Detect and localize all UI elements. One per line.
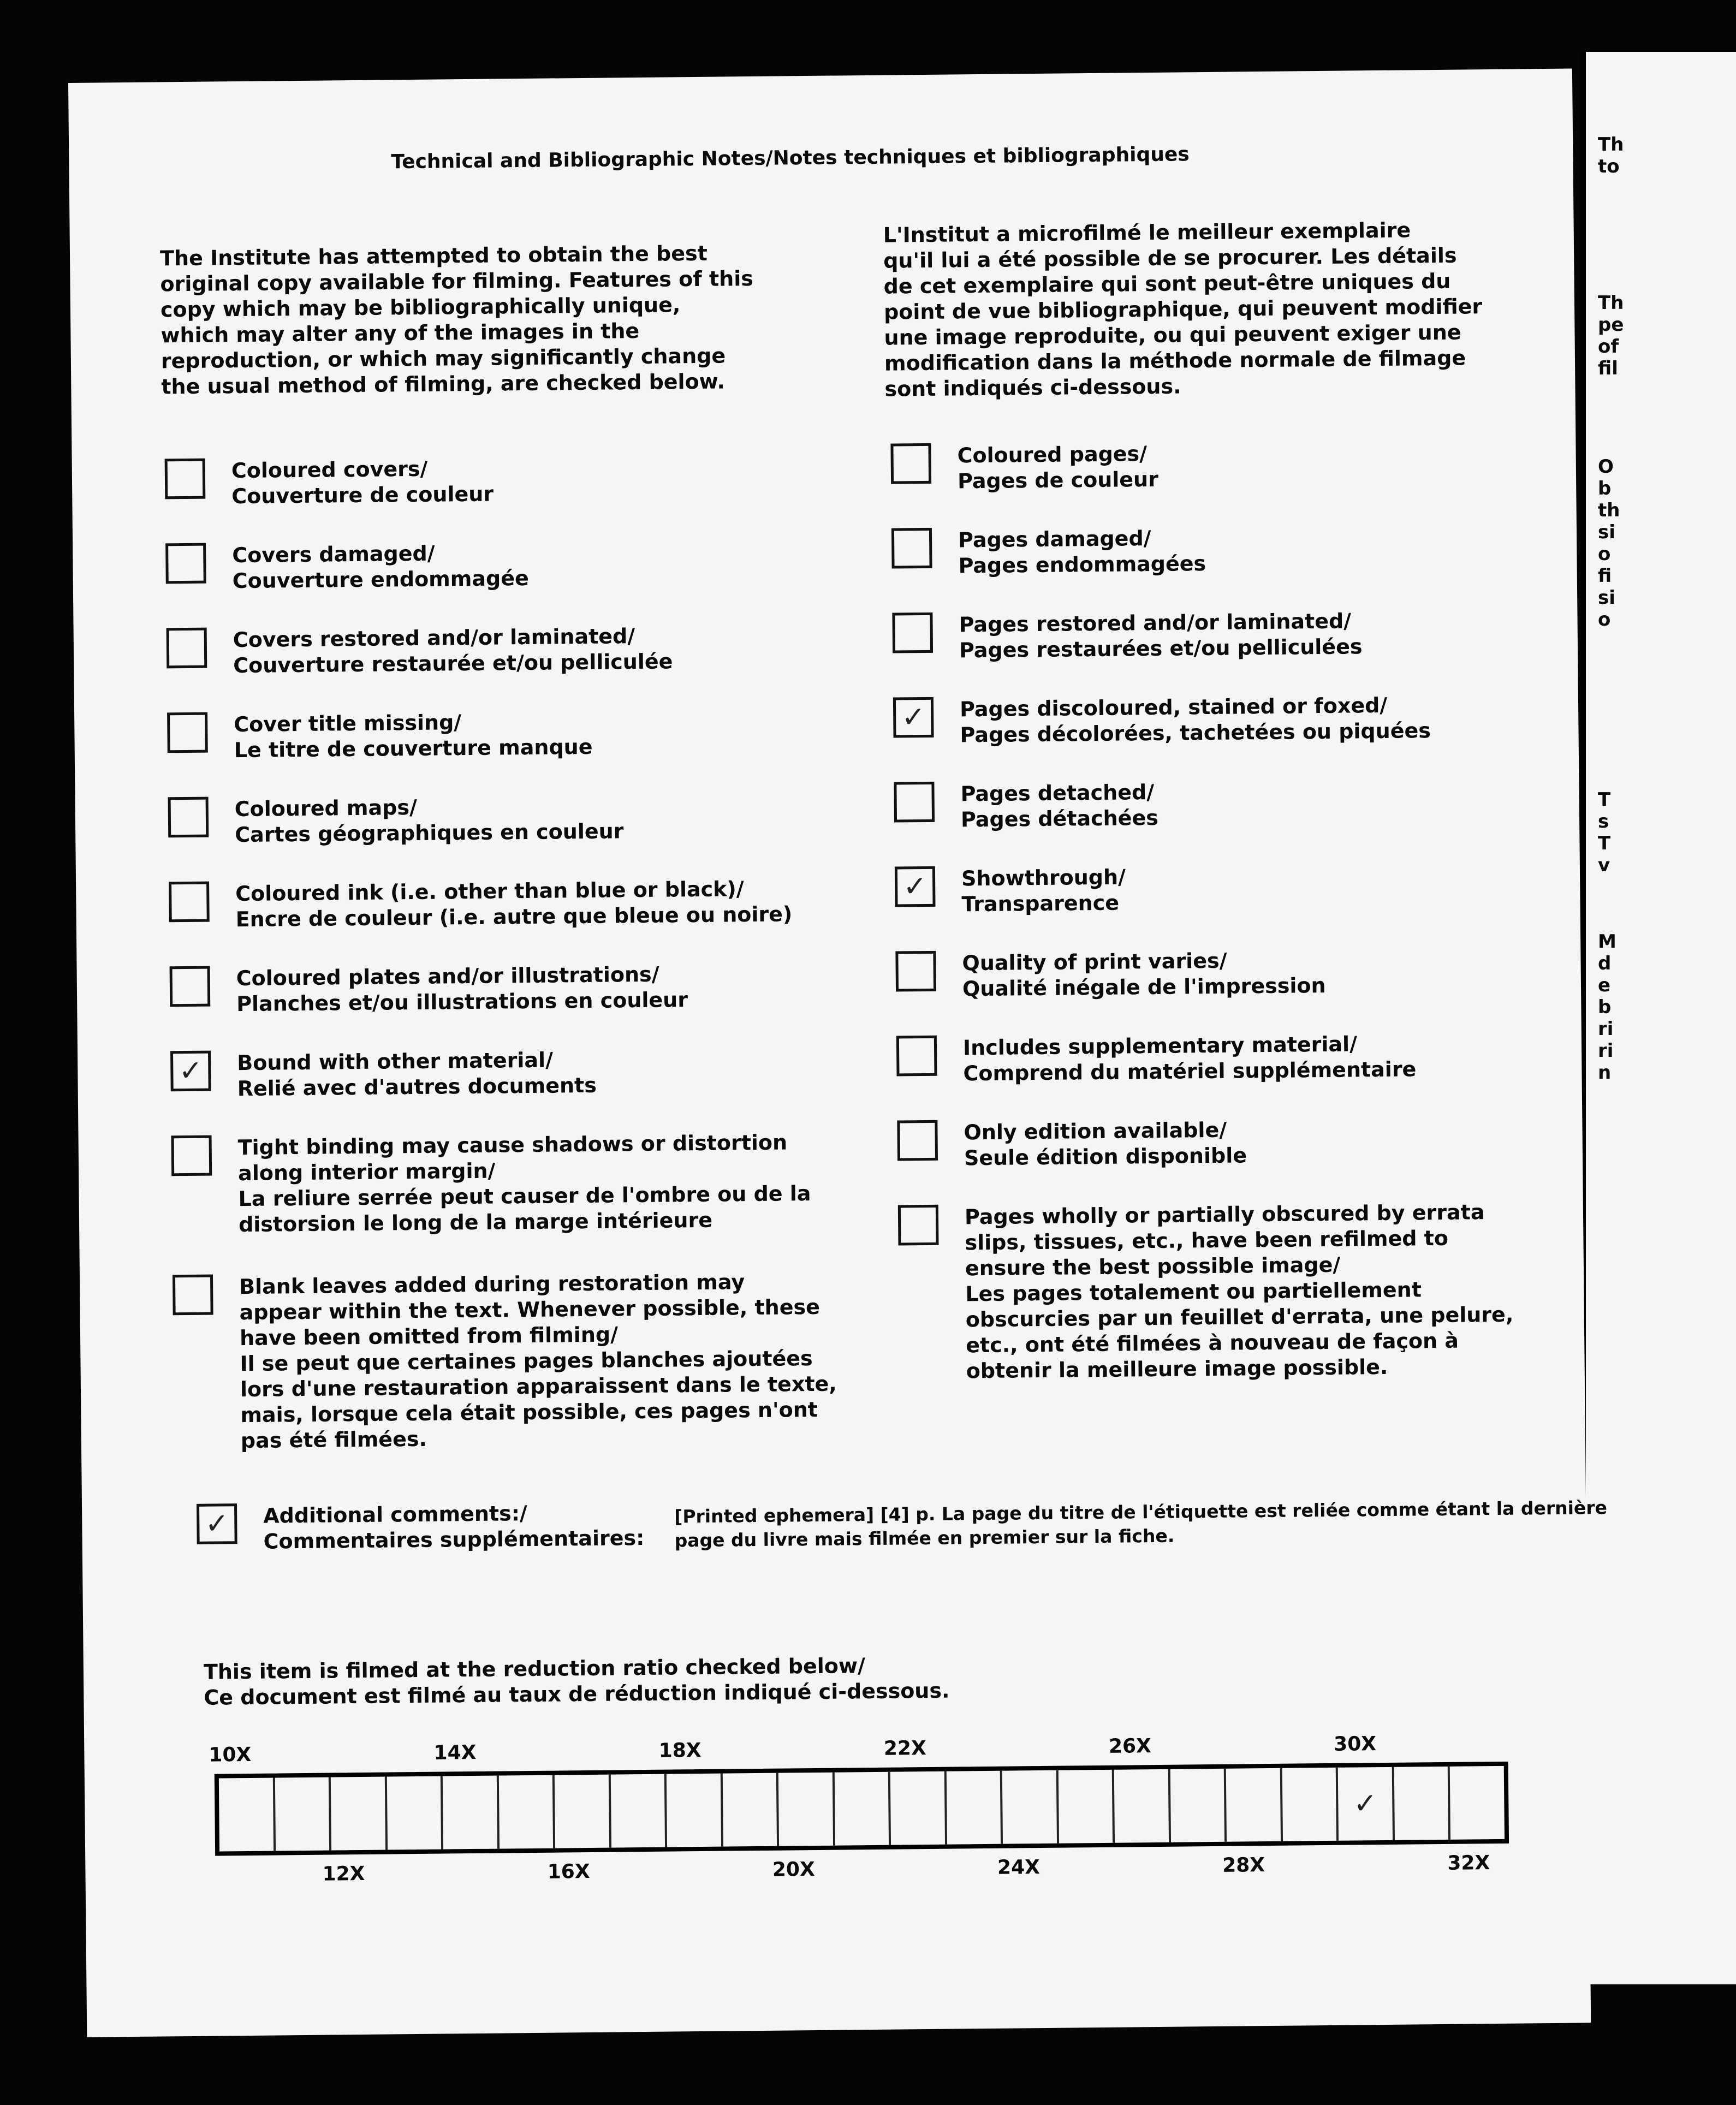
adjacent-page-fragment: O xyxy=(1598,456,1614,478)
right-checkbox[interactable] xyxy=(891,528,932,569)
reduction-cell[interactable] xyxy=(1114,1769,1171,1843)
right-item xyxy=(895,864,1126,918)
reduction-cell[interactable] xyxy=(1226,1768,1283,1842)
reduction-cell[interactable] xyxy=(275,1777,331,1851)
reduction-cell[interactable] xyxy=(946,1771,1003,1845)
adjacent-page-fragment: b xyxy=(1598,996,1612,1018)
adjacent-page-fragment: o xyxy=(1598,543,1611,565)
left-item xyxy=(171,1129,812,1238)
right-item xyxy=(891,525,1206,580)
adjacent-page-fragment: fi xyxy=(1598,565,1612,587)
right-item-label: obtenir la meilleure image possible. xyxy=(966,1354,1388,1383)
intro-french xyxy=(883,217,1483,402)
left-item-label: have been omitted from filming/ xyxy=(239,1322,619,1351)
right-item-label: Includes supplementary material/ xyxy=(962,1032,1358,1060)
left-item-label: Covers restored and/or laminated/ xyxy=(233,624,635,652)
reduction-statement xyxy=(204,1652,950,1711)
comments-note xyxy=(674,1496,1608,1553)
reduction-cell[interactable] xyxy=(778,1773,835,1846)
reduction-cell[interactable] xyxy=(498,1775,555,1849)
reduction-cell[interactable] xyxy=(834,1772,891,1846)
reduction-tick-label: 18X xyxy=(658,1739,701,1762)
adjacent-page-fragment: v xyxy=(1598,854,1610,876)
right-checkbox[interactable] xyxy=(890,443,931,484)
left-item-label: Tight binding may cause shadows or distortion xyxy=(237,1130,788,1160)
left-checkbox[interactable] xyxy=(165,459,206,500)
reduction-line: This item is filmed at the reduction ratio checked below/ xyxy=(203,1654,866,1684)
reduction-cell[interactable] xyxy=(667,1774,723,1847)
reduction-cell[interactable] xyxy=(1394,1767,1451,1840)
right-item xyxy=(897,1117,1247,1172)
adjacent-page-fragment: s xyxy=(1598,811,1609,833)
right-item-label: Pages restaurées et/ou pelliculées xyxy=(959,634,1363,663)
left-checkbox[interactable] xyxy=(169,882,210,923)
adjacent-page-fragment: Th xyxy=(1598,292,1624,314)
adjacent-page-fragment: d xyxy=(1598,953,1612,974)
reduction-cell[interactable] xyxy=(219,1778,276,1852)
left-item xyxy=(170,1047,597,1102)
left-item-label: Blank leaves added during restoration may xyxy=(239,1270,745,1299)
adjacent-page-fragment: Th xyxy=(1598,134,1624,156)
reduction-cell[interactable] xyxy=(1338,1767,1395,1841)
right-item-label: Les pages totalement ou partiellement xyxy=(965,1277,1422,1306)
left-item-label: lors d'une restauration apparaissent dans le texte, xyxy=(240,1371,837,1402)
left-item xyxy=(165,456,494,510)
left-checkbox[interactable] xyxy=(170,966,211,1007)
intro-line: une image reproduite, ou qui peuvent exiger une xyxy=(884,320,1461,350)
right-item-label: Pages wholly or partially obscured by errata xyxy=(964,1200,1485,1229)
left-item-label: Coloured maps/ xyxy=(234,795,418,822)
reduction-tick-label: 28X xyxy=(1222,1854,1265,1877)
reduction-cell[interactable] xyxy=(1058,1770,1115,1844)
left-item-label: Coloured plates and/or illustrations/ xyxy=(236,962,659,991)
right-item-label: ensure the best possible image/ xyxy=(965,1252,1341,1281)
right-checkbox[interactable] xyxy=(895,951,936,992)
left-item-label: mais, lorsque cela était possible, ces pages n'ont xyxy=(240,1397,818,1428)
checkbox-comments[interactable] xyxy=(197,1503,237,1544)
right-item xyxy=(892,608,1362,664)
left-item-label: Coloured covers/ xyxy=(231,456,428,483)
left-item-label: Couverture de couleur xyxy=(231,481,494,509)
left-item-label: Cartes géographiques en couleur xyxy=(235,819,624,847)
comments-note-line: [Printed ephemera] [4] p. La page du titre de l'étiquette est reliée comme étant la dernière xyxy=(674,1497,1608,1527)
reduction-cell[interactable] xyxy=(1002,1770,1059,1844)
intro-line: original copy available for filming. Features of this xyxy=(160,266,754,296)
reduction-tick-label: 30X xyxy=(1333,1733,1377,1756)
additional-comments xyxy=(197,1500,645,1555)
right-checkbox[interactable] xyxy=(896,1036,937,1077)
page-title: Technical and Bibliographic Notes/Notes techniques et bibliographiques xyxy=(391,143,1190,174)
adjacent-page-fragment: b xyxy=(1598,478,1612,500)
intro-line: L'Institut a microfilmé le meilleur exemplaire xyxy=(883,218,1411,247)
right-item-label: etc., ont été filmées à nouveau de façon à xyxy=(966,1328,1459,1358)
right-item-label: Pages endommagées xyxy=(958,551,1206,578)
adjacent-page-fragment: to xyxy=(1598,156,1620,177)
intro-line: sont indiqués ci-dessous. xyxy=(884,374,1181,401)
reduction-line: Ce document est filmé au taux de réduction indiqué ci-dessous. xyxy=(204,1678,950,1710)
right-item-label: Showthrough/ xyxy=(961,865,1126,891)
intro-line: qu'il lui a été possible de se procurer. Les détails xyxy=(883,243,1457,273)
adjacent-page-fragment: ri xyxy=(1598,1018,1614,1040)
reduction-tick-label: 12X xyxy=(322,1862,365,1886)
intro-line: the usual method of filming, are checked below. xyxy=(161,369,726,399)
intro-english xyxy=(160,240,754,400)
right-item xyxy=(895,947,1325,1003)
adjacent-page-fragment: th xyxy=(1598,500,1620,521)
left-item xyxy=(169,876,792,933)
reduction-tick-label: 20X xyxy=(772,1858,815,1881)
intro-line: point de vue bibliographique, qui peuvent modifier xyxy=(883,294,1483,324)
right-item xyxy=(893,692,1431,748)
left-checkbox[interactable] xyxy=(168,797,209,838)
reduction-scale xyxy=(215,1762,1509,1856)
reduction-cell[interactable] xyxy=(555,1775,611,1848)
left-item xyxy=(165,540,529,594)
adjacent-page-fragment: o xyxy=(1598,609,1611,631)
adjacent-page-fragment: ri xyxy=(1598,1040,1614,1062)
right-item xyxy=(896,1031,1417,1087)
reduction-tick-label: 10X xyxy=(209,1743,252,1767)
check-icon: ✓ xyxy=(179,1054,203,1088)
right-item xyxy=(898,1199,1514,1385)
comments-label: Additional comments:/ xyxy=(263,1501,527,1528)
reduction-cell[interactable] xyxy=(1282,1768,1339,1841)
check-icon: ✓ xyxy=(903,870,928,903)
left-item-label: Planches et/ou illustrations en couleur xyxy=(236,988,688,1016)
right-item-label: Pages décolorées, tachetées ou piquées xyxy=(960,718,1431,747)
left-checkbox[interactable] xyxy=(173,1275,213,1316)
adjacent-page-fragment: T xyxy=(1598,789,1611,811)
left-checkbox[interactable] xyxy=(167,628,207,669)
right-checkbox[interactable] xyxy=(898,1205,939,1246)
adjacent-page-fragment: of xyxy=(1598,336,1619,358)
left-item xyxy=(167,709,593,764)
left-item-label: distorsion le long de la marge intérieure xyxy=(238,1208,713,1237)
adjacent-page-fragment: e xyxy=(1598,974,1611,996)
right-checkbox[interactable] xyxy=(895,866,936,907)
left-item-label: Couverture restaurée et/ou pelliculée xyxy=(233,649,673,678)
left-item-label: Bound with other material/ xyxy=(237,1048,554,1075)
left-checkbox[interactable] xyxy=(165,543,206,584)
reduction-tick-label: 14X xyxy=(433,1741,477,1764)
reduction-tick-label: 32X xyxy=(1447,1852,1490,1875)
document-sheet xyxy=(68,69,1608,2037)
left-item xyxy=(167,623,673,679)
intro-line: modification dans la méthode normale de filmage xyxy=(884,346,1466,376)
right-item-label: Pages discoloured, stained or foxed/ xyxy=(959,693,1388,722)
right-item-label: slips, tissues, etc., have been refilmed to xyxy=(965,1226,1449,1255)
right-item-label: Coloured pages/ xyxy=(957,442,1148,468)
left-item-label: Relié avec d'autres documents xyxy=(237,1073,597,1101)
left-checkbox[interactable] xyxy=(167,712,208,753)
right-checkbox[interactable] xyxy=(897,1120,938,1161)
right-item-label: Pages restored and/or laminated/ xyxy=(959,609,1352,637)
left-item-label: Le titre de couverture manque xyxy=(234,734,593,763)
right-item-label: Pages damaged/ xyxy=(958,526,1151,552)
adjacent-page-fragment: si xyxy=(1598,587,1615,609)
right-checkbox[interactable] xyxy=(893,697,934,738)
right-checkbox[interactable] xyxy=(894,782,935,823)
reduction-cell[interactable] xyxy=(722,1773,779,1847)
comments-label: Commentaires supplémentaires: xyxy=(263,1525,645,1554)
check-icon: ✓ xyxy=(1353,1787,1378,1821)
left-item xyxy=(168,793,624,848)
reduction-cell[interactable] xyxy=(610,1774,667,1848)
left-item-label: pas été filmées. xyxy=(240,1426,427,1453)
reduction-tick-label: 22X xyxy=(883,1737,926,1760)
adjacent-page-fragment: fil xyxy=(1598,358,1618,379)
left-checkbox[interactable] xyxy=(171,1135,212,1176)
reduction-cell[interactable] xyxy=(1170,1769,1227,1842)
right-item xyxy=(894,780,1158,834)
intro-line: The Institute has attempted to obtain the best xyxy=(159,241,708,271)
right-item-label: Pages de couleur xyxy=(957,467,1159,493)
left-item-label: La reliure serrée peut causer de l'ombre ou de la xyxy=(238,1181,811,1211)
reduction-cell[interactable] xyxy=(1450,1766,1505,1840)
right-item-label: Qualité inégale de l'impression xyxy=(962,973,1326,1001)
reduction-tick-label: 16X xyxy=(547,1860,590,1883)
right-item xyxy=(890,441,1158,495)
left-item-label: Encre de couleur (i.e. autre que bleue ou noire) xyxy=(235,902,793,932)
comments-note-line: page du livre mais filmée en premier sur la fiche. xyxy=(674,1525,1175,1551)
right-item-label: Pages detached/ xyxy=(960,780,1155,806)
reduction-cell[interactable] xyxy=(331,1777,388,1851)
left-item-label: Il se peut que certaines pages blanches ajoutées xyxy=(240,1346,813,1376)
adjacent-page-fragment: si xyxy=(1598,521,1615,543)
reduction-cell[interactable] xyxy=(443,1776,500,1850)
left-item-label: Cover title missing/ xyxy=(234,710,462,737)
intro-line: which may alter any of the images in the xyxy=(160,318,640,348)
left-item-label: Coloured ink (i.e. other than blue or black)/ xyxy=(235,877,744,906)
right-checkbox[interactable] xyxy=(892,613,933,653)
check-icon: ✓ xyxy=(901,700,926,734)
check-icon: ✓ xyxy=(205,1507,229,1541)
adjacent-page-fragment: M xyxy=(1598,931,1616,953)
intro-line: reproduction, or which may significantly change xyxy=(160,343,726,373)
left-item-label: along interior margin/ xyxy=(237,1158,496,1186)
right-item-label: Pages détachées xyxy=(960,805,1159,832)
right-item-label: Seule édition disponible xyxy=(964,1143,1247,1170)
reduction-tick-label: 24X xyxy=(997,1856,1041,1879)
adjacent-page-fragment: pe xyxy=(1598,314,1624,336)
left-item xyxy=(173,1269,837,1455)
right-item-label: Quality of print varies/ xyxy=(962,948,1227,976)
adjacent-page xyxy=(1580,52,1736,1984)
right-item-label: obscurcies par un feuillet d'errata, une pelure, xyxy=(965,1302,1514,1332)
right-item-label: Only edition available/ xyxy=(964,1117,1227,1145)
left-item-label: Covers damaged/ xyxy=(232,541,435,568)
reduction-cell[interactable] xyxy=(890,1771,947,1845)
right-item-label: Transparence xyxy=(961,890,1120,917)
intro-line: de cet exemplaire qui sont peut-être uniques du xyxy=(883,269,1451,299)
intro-line: copy which may be bibliographically unique, xyxy=(160,293,681,322)
reduction-cell[interactable] xyxy=(387,1776,443,1850)
reduction-tick-label: 26X xyxy=(1108,1735,1152,1758)
left-item-label: appear within the text. Whenever possible, these xyxy=(239,1294,821,1325)
adjacent-page-fragment: T xyxy=(1598,833,1611,854)
left-item xyxy=(170,961,688,1018)
left-checkbox[interactable] xyxy=(170,1051,211,1092)
adjacent-page-fragment: n xyxy=(1598,1062,1612,1084)
left-item-label: Couverture endommagée xyxy=(232,566,529,593)
right-item-label: Comprend du matériel supplémentaire xyxy=(963,1057,1417,1086)
